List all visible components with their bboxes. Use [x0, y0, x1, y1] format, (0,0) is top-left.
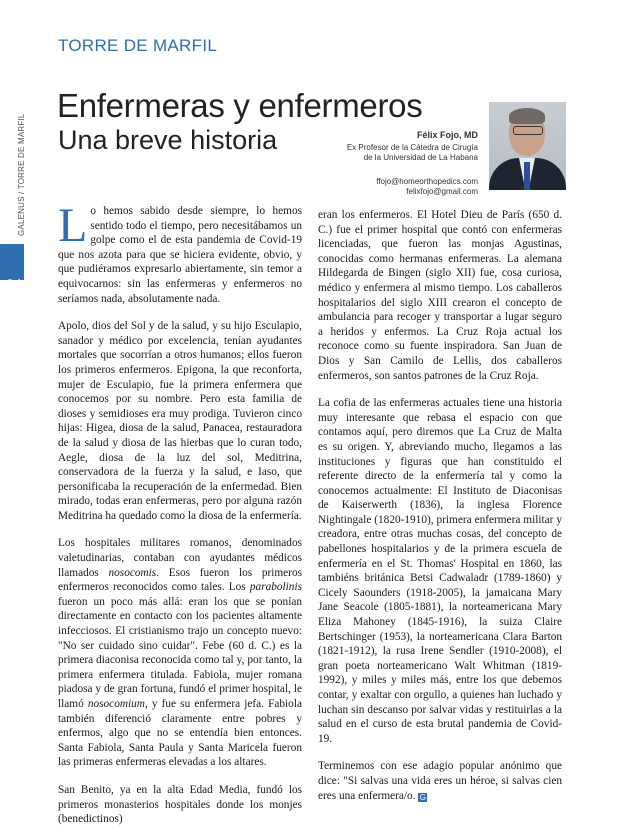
author-photo	[489, 102, 566, 190]
author-role-line2: de la Universidad de La Habana	[363, 153, 478, 162]
end-mark-icon: G	[419, 792, 426, 802]
page-number: 72	[4, 278, 25, 300]
author-name: Félix Fojo, MD	[416, 130, 478, 140]
author-info	[347, 130, 478, 197]
page-number-tab	[0, 244, 24, 280]
text-column-left	[58, 199, 302, 840]
running-title: GALENUS / TORRE DE MARFIL	[17, 113, 26, 236]
paragraph: Los hospitales militares romanos, denominados valetudinarias, contaban con ayudantes médicos llamados nosocomis. Esos fueron los primeros enfermeros reconocidos como tales. Los parabolinis fueron un poco más allá: eran los que se ponían directamente en contacto con los pacientes altamente infecciosos. El cristianismo trajo un concepto nuevo: "No ser cuidado sino cuidar". Febe (60 d. C.) es la primera diaconisa reconocida como tal y, por tanto, la primera enfermera titulada. Fabiola, mujer romana piadosa y de gran fortuna, fundó el primer hospital, le llamó nosocomium, y fue su enfermera jefa. Fabiola también diferenció claramente entre pobres y enfermos, algo que no se entendía bien entonces. Santa Fabiola, Santa Paula y Santa Maricela fueron las primeras enfermeras elevadas a los altares.	[58, 537, 302, 769]
paragraph: Terminemos con ese adagio popular anónimo que dice: "Si salvas una vida eres un héroe, si salvas cien eres una enfermera/o. G	[318, 760, 562, 802]
author-email-2[interactable]: felixfojo@gmail.com	[406, 187, 478, 196]
paragraph: San Benito, ya en la alta Edad Media, fundó los primeros monasterios hospitales donde los monjes (benedictinos)	[58, 783, 302, 826]
article-subtitle: Una breve historia	[58, 125, 278, 155]
paragraph: Apolo, dios del Sol y de la salud, y su hijo Esculapio, sanador y médico por excelencia, tenían ayudantes mortales que socorrían a otros humanos; ellos fueron los primeros enfermeros. Epigona, la que reconforta, mujer de Esculapio, fue la primera enfermera que conocemos por su nombre. Pero esta familia de dioses y semidioses era muy prodiga. Tuvieron cinco hijas: Higea, diosa de la salud, Panacea, restauradora de la salud y diosa de las hierbas que lo curan todo, Aegle, diosa de la luz del sol, Meditrina, conservadora de la fuerza y la salud, e Iaso, que personificaba la recuperación de la enfermedad. Bien mirado, todas eran enfermeras, pero por alguna razón Meditrina ha quedado como la diosa de la enfermería.	[58, 320, 302, 522]
paragraph: eran los enfermeros. El Hotel Dieu de París (650 d. C.) fue el primer hospital que contó con enfermeras licenciadas, que fueron las monjas Agustinas, conocidas como hermanas enfermeras. La alemana Hildegarda de Bingen (siglo XII) fue, cosa curiosa, médico y enfermera al mismo tiempo. Los caballeros hospitalarios del siglo XIII crearon el concepto de ambulancia para recoger y transportar a lugar seguro a heridos y enfermos. La Cruz Roja actual los reconoce como su fuente inspiradora. San Juan de Dios y San Camilo de Lellis, dos caballeros enfermeros, son santos patrones de la Cruz Roja.	[318, 209, 562, 382]
section-label: TORRE DE MARFIL	[58, 36, 218, 55]
author-role-line1: Ex Profesor de la Cátedra de Cirugía	[346, 143, 478, 152]
paragraph: La cofia de las enfermeras actuales tiene una historia muy interesante que rebasa el espacio con que contamos aquí, pero diremos que La Cruz de Malta es su origen. Y, abreviando mucho, llegamos a las instituciones y figuras que han constituido el referente directo de la enfermería tal y como la conocemos actualmente: El Instituto de Diaconisas de Kaiserwerth (1836), la inglesa Florence Nightingale (1820-1910), primera enfermera militar y creadora, entre otras muchas cosas, del concepto de pabellones hospitalarios y de la primera escuela de enfermería en el St. Thomas' Hospital en 1860, las tambiéns británica Betsi Cadwaladr (1789-1860) y Cicely Saounders (1918-2005), la jamaicana Mary Jane Seacole (1805-1881), la norteamericana Mary Eliza Mahoney (1845-1916), la suiza Claire Bertschinger (1953), la norteamericana Clara Barton (1821-1912), la rusa Irene Sendler (1910-2008), el gran poeta norteamericano Walt Whitman (1819-1992), y miles y miles más, entre los que debemos contar, y exaltar con orgullo, a quienes han luchado y luchan sin descanso por salvar vidas y restituirlas a la salud en el curso de esta brutal pandemia de Covid-19.	[318, 397, 562, 745]
text-column-right	[318, 208, 562, 816]
drop-cap: L	[58, 199, 88, 252]
article-title: Enfermeras y enfermeros	[57, 87, 423, 124]
paragraph: Lo hemos sabido desde siempre, lo hemos sentido todo el tiempo, pero necesitábamos un golpe como el de esta pandemia de Covid-19 que nos azota para que se hiciera evidente, obvio, y que pudiéramos expresarlo abiertamente, sin temor a equivocarnos: sin las enfermeras y enfermeros no seríamos nada, absolutamente nada.	[58, 199, 302, 305]
author-email-1[interactable]: ffojo@homeorthopedics.com	[376, 177, 478, 186]
